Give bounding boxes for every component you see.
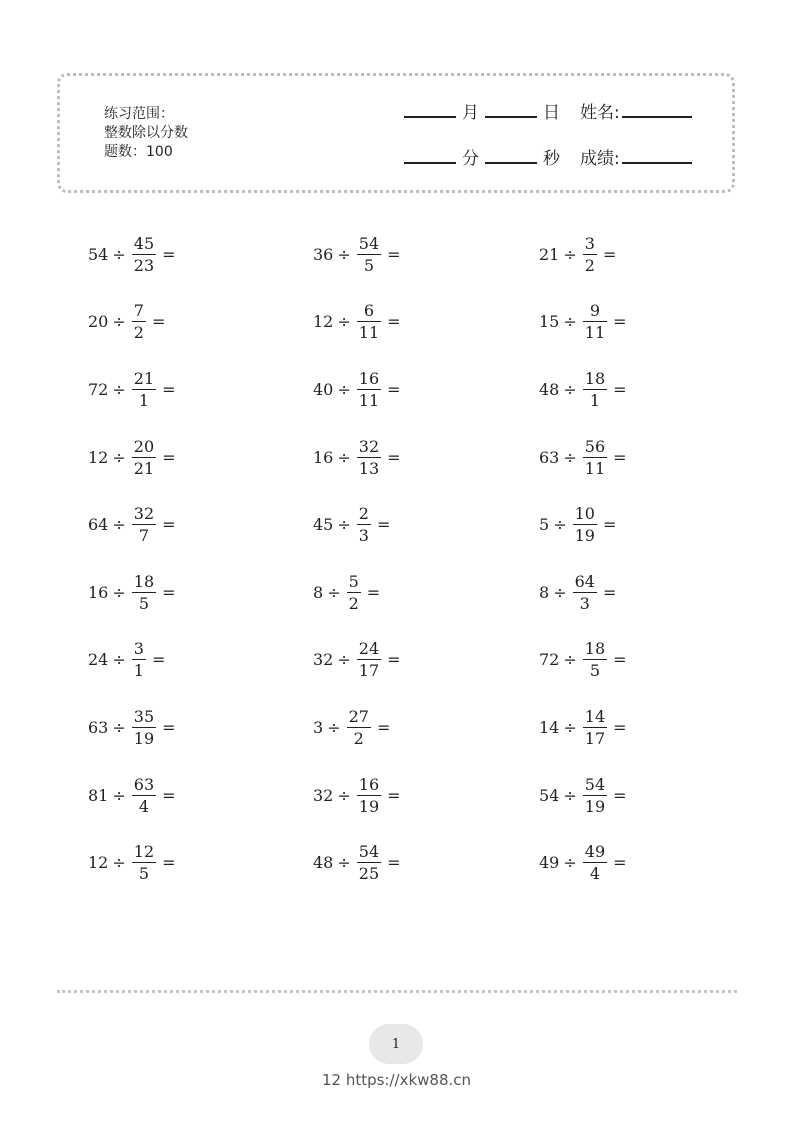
- divisor-fraction: [132, 573, 156, 612]
- numerator: 21: [133, 369, 155, 388]
- denominator: 11: [358, 391, 380, 410]
- equals-sign: =: [162, 515, 176, 534]
- day-blank[interactable]: [485, 115, 537, 118]
- worksheet-info: [104, 105, 188, 162]
- denominator: 5: [589, 661, 601, 680]
- equals-sign: =: [162, 380, 176, 399]
- divisor-fraction: [357, 302, 381, 341]
- divide-sign: ÷: [563, 312, 577, 331]
- numerator: 18: [584, 639, 606, 658]
- divide-sign: ÷: [563, 245, 577, 264]
- divide-sign: ÷: [337, 448, 351, 467]
- second-blank[interactable]: [485, 161, 537, 164]
- divide-sign: ÷: [112, 718, 126, 737]
- divide-sign: ÷: [112, 448, 126, 467]
- problem-item: [313, 573, 380, 612]
- divide-sign: ÷: [337, 312, 351, 331]
- fraction-bar: [357, 389, 381, 390]
- divide-sign: ÷: [337, 853, 351, 872]
- dividend: 12: [88, 853, 109, 872]
- problem-item: [313, 708, 390, 747]
- problem-item: [539, 573, 616, 612]
- second-label: 秒: [543, 149, 560, 169]
- problem-item: [88, 708, 176, 747]
- divisor-fraction: [357, 438, 381, 477]
- fraction-bar: [132, 254, 156, 255]
- equals-sign: =: [387, 380, 401, 399]
- denominator: 1: [138, 391, 150, 410]
- divide-sign: ÷: [337, 786, 351, 805]
- denominator: 1: [589, 391, 601, 410]
- denominator: 19: [574, 526, 595, 545]
- dividend: 72: [88, 380, 109, 399]
- numerator: 54: [358, 842, 380, 861]
- divide-sign: ÷: [112, 786, 126, 805]
- equals-sign: =: [162, 583, 176, 602]
- divisor-fraction: [357, 640, 381, 679]
- dividend: 81: [88, 786, 109, 805]
- dividend: 3: [313, 718, 324, 737]
- divisor-fraction: [132, 640, 146, 679]
- divide-sign: ÷: [563, 448, 577, 467]
- denominator: 1: [133, 661, 144, 680]
- numerator: 64: [574, 572, 595, 591]
- numerator: 6: [363, 301, 375, 320]
- fraction-bar: [357, 795, 381, 796]
- denominator: 5: [138, 594, 150, 613]
- problem-item: [539, 843, 627, 882]
- fraction-bar: [132, 457, 156, 458]
- dividend: 63: [539, 448, 560, 467]
- problem-item: [88, 573, 176, 612]
- denominator: 4: [589, 864, 601, 883]
- divisor-fraction: [132, 708, 156, 747]
- numerator: 3: [133, 639, 144, 658]
- dividend: 16: [88, 583, 109, 602]
- fraction-bar: [583, 862, 607, 863]
- problem-item: [313, 640, 401, 679]
- equals-sign: =: [602, 245, 617, 264]
- denominator: 11: [358, 323, 380, 342]
- divisor-fraction: [583, 235, 597, 274]
- denominator: 3: [358, 526, 369, 545]
- denominator: 21: [133, 459, 155, 478]
- fraction-bar: [357, 524, 371, 525]
- divide-sign: ÷: [553, 515, 567, 534]
- footer-divider: [57, 990, 737, 993]
- problem-item: [88, 640, 165, 679]
- fraction-bar: [347, 727, 371, 728]
- day-label: 日: [543, 103, 560, 123]
- numerator: 63: [133, 775, 155, 794]
- fraction-bar: [583, 795, 607, 796]
- problem-item: [539, 235, 616, 274]
- equals-sign: =: [387, 650, 401, 669]
- dividend: 14: [539, 718, 560, 737]
- divisor-fraction: [583, 708, 607, 747]
- fraction-bar: [132, 524, 156, 525]
- page-number-badge: 1: [369, 1024, 423, 1064]
- problem-item: [539, 640, 627, 679]
- denominator: 25: [358, 864, 380, 883]
- numerator: 54: [584, 775, 606, 794]
- dividend: 45: [313, 515, 334, 534]
- numerator: 9: [589, 301, 601, 320]
- numerator: 10: [574, 504, 595, 523]
- divide-sign: ÷: [112, 650, 126, 669]
- divisor-fraction: [573, 505, 597, 544]
- fraction-bar: [132, 389, 156, 390]
- divide-sign: ÷: [563, 786, 577, 805]
- problem-item: [88, 776, 176, 815]
- equals-sign: =: [613, 718, 627, 737]
- dividend: 72: [539, 650, 560, 669]
- denominator: 19: [133, 729, 155, 748]
- numerator: 16: [358, 775, 380, 794]
- divisor-fraction: [132, 302, 146, 341]
- denominator: 17: [584, 729, 606, 748]
- problem-item: [313, 438, 401, 477]
- equals-sign: =: [613, 380, 627, 399]
- numerator: 14: [584, 707, 606, 726]
- dividend: 32: [313, 650, 334, 669]
- divisor-fraction: [583, 370, 607, 409]
- equals-sign: =: [613, 786, 627, 805]
- divide-sign: ÷: [553, 583, 567, 602]
- dividend: 64: [88, 515, 109, 534]
- minute-label: 分: [462, 149, 479, 169]
- equals-sign: =: [151, 650, 166, 669]
- divide-sign: ÷: [563, 380, 577, 399]
- dividend: 40: [313, 380, 334, 399]
- numerator: 18: [584, 369, 606, 388]
- problem-item: [88, 302, 165, 341]
- time-score-row: [404, 144, 692, 169]
- numerator: 7: [133, 301, 144, 320]
- numerator: 45: [133, 234, 155, 253]
- divisor-fraction: [357, 776, 381, 815]
- numerator: 27: [348, 707, 369, 726]
- dividend: 48: [539, 380, 560, 399]
- divide-sign: ÷: [563, 650, 577, 669]
- divisor-fraction: [357, 370, 381, 409]
- numerator: 5: [348, 572, 359, 591]
- divide-sign: ÷: [112, 853, 126, 872]
- fraction-bar: [357, 457, 381, 458]
- equals-sign: =: [387, 312, 401, 331]
- numerator: 49: [584, 842, 606, 861]
- divide-sign: ÷: [112, 245, 126, 264]
- minute-blank[interactable]: [404, 161, 456, 164]
- divide-sign: ÷: [112, 312, 126, 331]
- fraction-bar: [132, 321, 146, 322]
- dividend: 49: [539, 853, 560, 872]
- dividend: 21: [539, 245, 560, 264]
- divide-sign: ÷: [563, 853, 577, 872]
- fraction-bar: [347, 592, 361, 593]
- month-blank[interactable]: [404, 115, 456, 118]
- divisor-fraction: [132, 843, 156, 882]
- denominator: 4: [138, 797, 150, 816]
- divide-sign: ÷: [112, 515, 126, 534]
- topic-label: 整数除以分数: [104, 125, 188, 141]
- dividend: 8: [313, 583, 324, 602]
- dividend: 20: [88, 312, 109, 331]
- fraction-bar: [583, 389, 607, 390]
- name-blank[interactable]: [622, 115, 692, 118]
- numerator: 56: [584, 437, 606, 456]
- divisor-fraction: [357, 505, 371, 544]
- divisor-fraction: [583, 640, 607, 679]
- problem-item: [88, 438, 176, 477]
- numerator: 35: [133, 707, 155, 726]
- divide-sign: ÷: [327, 718, 341, 737]
- divide-sign: ÷: [337, 650, 351, 669]
- denominator: 19: [358, 797, 380, 816]
- problem-item: [539, 438, 627, 477]
- fraction-bar: [573, 524, 597, 525]
- divisor-fraction: [347, 573, 361, 612]
- dividend: 8: [539, 583, 550, 602]
- divisor-fraction: [357, 843, 381, 882]
- dividend: 54: [88, 245, 109, 264]
- equals-sign: =: [613, 312, 627, 331]
- fraction-bar: [357, 254, 381, 255]
- problem-item: [313, 843, 401, 882]
- equals-sign: =: [376, 718, 391, 737]
- numerator: 32: [358, 437, 380, 456]
- divide-sign: ÷: [327, 583, 341, 602]
- equals-sign: =: [376, 515, 391, 534]
- numerator: 32: [133, 504, 155, 523]
- fraction-bar: [583, 254, 597, 255]
- fraction-bar: [132, 862, 156, 863]
- fraction-bar: [583, 727, 607, 728]
- numerator: 2: [358, 504, 369, 523]
- divisor-fraction: [132, 505, 156, 544]
- problem-item: [539, 302, 627, 341]
- fraction-bar: [357, 659, 381, 660]
- divisor-fraction: [583, 438, 607, 477]
- equals-sign: =: [162, 718, 176, 737]
- divide-sign: ÷: [337, 515, 351, 534]
- score-blank[interactable]: [622, 161, 692, 164]
- fraction-bar: [573, 592, 597, 593]
- problem-item: [539, 505, 616, 544]
- dividend: 24: [88, 650, 109, 669]
- problem-item: [313, 505, 390, 544]
- denominator: 2: [353, 729, 364, 748]
- equals-sign: =: [151, 312, 166, 331]
- fraction-bar: [132, 592, 156, 593]
- equals-sign: =: [387, 786, 401, 805]
- numerator: 18: [133, 572, 155, 591]
- dividend: 5: [539, 515, 550, 534]
- denominator: 7: [138, 526, 150, 545]
- problem-item: [313, 235, 401, 274]
- divide-sign: ÷: [337, 245, 351, 264]
- dividend: 36: [313, 245, 334, 264]
- denominator: 11: [584, 459, 606, 478]
- divisor-fraction: [583, 302, 607, 341]
- problem-item: [539, 776, 627, 815]
- numerator: 20: [133, 437, 155, 456]
- denominator: 13: [358, 459, 380, 478]
- divisor-fraction: [583, 776, 607, 815]
- divisor-fraction: [132, 438, 156, 477]
- dividend: 16: [313, 448, 334, 467]
- numerator: 54: [358, 234, 380, 253]
- denominator: 2: [133, 323, 144, 342]
- numerator: 3: [584, 234, 595, 253]
- denominator: 11: [584, 323, 606, 342]
- problem-item: [88, 235, 176, 274]
- dividend: 12: [313, 312, 334, 331]
- numerator: 12: [133, 842, 155, 861]
- divisor-fraction: [357, 235, 381, 274]
- problem-item: [313, 370, 401, 409]
- divisor-fraction: [132, 235, 156, 274]
- divisor-fraction: [347, 708, 371, 747]
- divisor-fraction: [132, 776, 156, 815]
- equals-sign: =: [366, 583, 381, 602]
- denominator: 3: [579, 594, 590, 613]
- fraction-bar: [583, 457, 607, 458]
- dividend: 48: [313, 853, 334, 872]
- numerator: 24: [358, 639, 380, 658]
- equals-sign: =: [387, 853, 401, 872]
- fraction-bar: [132, 795, 156, 796]
- equals-sign: =: [613, 448, 627, 467]
- problem-item: [88, 505, 176, 544]
- dividend: 54: [539, 786, 560, 805]
- fraction-bar: [583, 321, 607, 322]
- divide-sign: ÷: [112, 583, 126, 602]
- date-name-row: [404, 98, 692, 123]
- equals-sign: =: [162, 245, 176, 264]
- denominator: 17: [358, 661, 380, 680]
- divide-sign: ÷: [337, 380, 351, 399]
- equals-sign: =: [387, 245, 401, 264]
- problem-item: [313, 302, 401, 341]
- problem-item: [88, 370, 176, 409]
- fraction-bar: [132, 659, 146, 660]
- dividend: 15: [539, 312, 560, 331]
- denominator: 2: [584, 256, 595, 275]
- denominator: 23: [133, 256, 155, 275]
- watermark: 12 https://xkw88.cn: [321, 1071, 472, 1089]
- fraction-bar: [132, 727, 156, 728]
- range-label: 练习范围：: [104, 106, 174, 122]
- fraction-bar: [357, 321, 381, 322]
- problem-item: [539, 370, 627, 409]
- divisor-fraction: [573, 573, 597, 612]
- denominator: 5: [138, 864, 150, 883]
- equals-sign: =: [387, 448, 401, 467]
- equals-sign: =: [613, 853, 627, 872]
- divide-sign: ÷: [563, 718, 577, 737]
- count-label: 题数：100: [104, 144, 173, 160]
- divisor-fraction: [132, 370, 156, 409]
- denominator: 5: [363, 256, 375, 275]
- divisor-fraction: [583, 843, 607, 882]
- equals-sign: =: [162, 448, 176, 467]
- problem-item: [88, 843, 176, 882]
- denominator: 19: [584, 797, 606, 816]
- dividend: 63: [88, 718, 109, 737]
- equals-sign: =: [162, 853, 176, 872]
- dividend: 12: [88, 448, 109, 467]
- problem-item: [539, 708, 627, 747]
- divide-sign: ÷: [112, 380, 126, 399]
- month-label: 月: [462, 103, 479, 123]
- name-label: 姓名:: [580, 103, 620, 123]
- problem-item: [313, 776, 401, 815]
- fraction-bar: [357, 862, 381, 863]
- equals-sign: =: [162, 786, 176, 805]
- equals-sign: =: [613, 650, 627, 669]
- fraction-bar: [583, 659, 607, 660]
- score-label: 成绩:: [580, 149, 620, 169]
- equals-sign: =: [602, 515, 617, 534]
- equals-sign: =: [602, 583, 617, 602]
- dividend: 32: [313, 786, 334, 805]
- denominator: 2: [348, 594, 359, 613]
- numerator: 16: [358, 369, 380, 388]
